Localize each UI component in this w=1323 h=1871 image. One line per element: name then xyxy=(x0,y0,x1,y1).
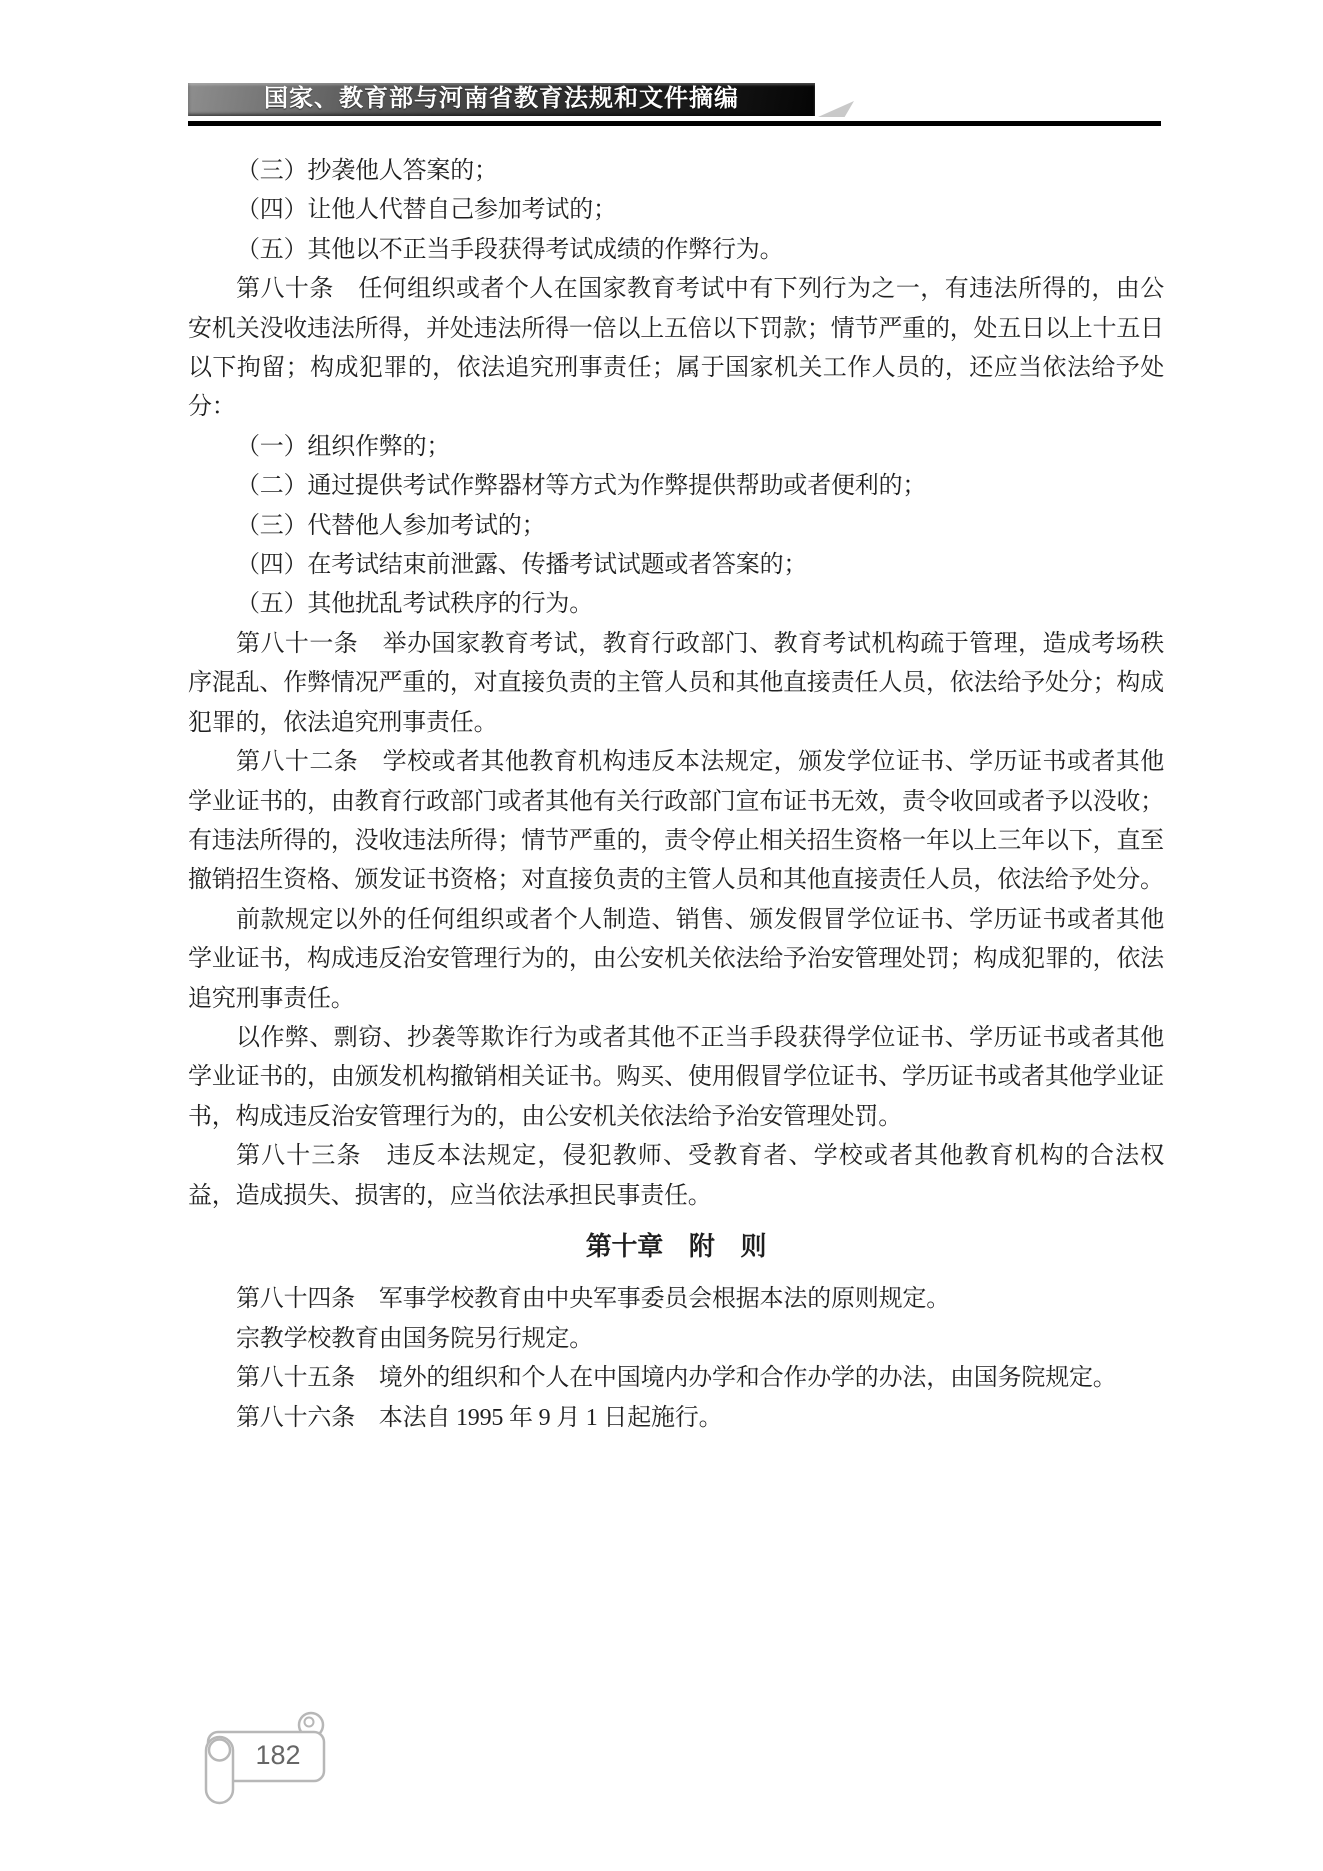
law-paragraph: （二）通过提供考试作弊器材等方式为作弊提供帮助或者便利的； xyxy=(236,473,927,500)
law-paragraph: 第八十一条 举办国家教育考试，教育行政部门、教育考试机构疏于管理，造成考场秩序混乱、作弊情况严重的，对直接负责的主管人员和其他直接责任人员，依法给予处分；构成犯罪的，依法追究刑事责任。 xyxy=(188,630,1164,736)
header-rule xyxy=(188,121,1161,126)
law-paragraph: 第八十条 任何组织或者个人在国家教育考试中有下列行为之一，有违法所得的，由公安机关没收违法所得，并处违法所得一倍以上五倍以下罚款；情节严重的，处五日以上十五日以下拘留；构成犯罪的，依法追究刑事责任；属于国家机关工作人员的，还应当依法给予处分： xyxy=(188,276,1164,421)
law-paragraph: 以作弊、剽窃、抄袭等欺诈行为或者其他不正当手段获得学位证书、学历证书或者其他学业证书的，由颁发机构撤销相关证书。购买、使用假冒学位证书、学历证书或者其他学业证书，构成违反治安管理行为的，由公安机关依法给予治安管理处罚。 xyxy=(188,1024,1164,1130)
law-paragraph: （一）组织作弊的； xyxy=(236,433,451,460)
law-paragraph: （五）其他扰乱考试秩序的行为。 xyxy=(236,591,593,618)
law-paragraph: 前款规定以外的任何组织或者个人制造、销售、颁发假冒学位证书、学历证书或者其他学业证书，构成违反治安管理行为的，由公安机关依法给予治安管理处罚；构成犯罪的，依法追究刑事责任。 xyxy=(188,906,1164,1012)
law-paragraph: （五）其他以不正当手段获得考试成绩的作弊行为。 xyxy=(236,236,784,263)
law-paragraph: （四）在考试结束前泄露、传播考试试题或者答案的； xyxy=(236,552,808,579)
header-banner-title: 国家、教育部与河南省教育法规和文件摘编 xyxy=(264,86,739,112)
law-paragraph: 第八十六条 本法自 1995 年 9 月 1 日起施行。 xyxy=(236,1404,723,1431)
header-banner xyxy=(188,83,815,116)
law-paragraph: 第八十二条 学校或者其他教育机构违反本法规定，颁发学位证书、学历证书或者其他学业证书的，由教育行政部门或者其他有关行政部门宣布证书无效，责令收回或者予以没收；有违法所得的，没收违法所得；情节严重的，责令停止相关招生资格一年以上三年以下，直至撤销招生资格、颁发证书资格；对直接负责的主管人员和其他直接责任人员，依法给予处分。 xyxy=(188,749,1164,894)
page-number: 182 xyxy=(255,1740,301,1770)
document-body xyxy=(188,152,1164,1438)
law-paragraph: 第八十四条 军事学校教育由中央军事委员会根据本法的原则规定。 xyxy=(236,1286,950,1313)
law-paragraph: （三）代替他人参加考试的； xyxy=(236,512,546,539)
law-paragraph: 第八十三条 违反本法规定，侵犯教师、受教育者、学校或者其他教育机构的合法权益，造成损失、损害的，应当依法承担民事责任。 xyxy=(188,1143,1164,1209)
law-paragraph: （四）让他人代替自己参加考试的； xyxy=(236,197,617,224)
banner-arrow-icon xyxy=(818,101,854,117)
law-paragraph: （三）抄袭他人答案的； xyxy=(236,158,498,184)
law-paragraph: 宗教学校教育由国务院另行规定。 xyxy=(236,1325,593,1352)
chapter-heading: 第十章 附 则 xyxy=(585,1231,767,1261)
law-paragraph: 第八十五条 境外的组织和个人在中国境内办学和合作办学的办法，由国务院规定。 xyxy=(236,1365,1117,1392)
